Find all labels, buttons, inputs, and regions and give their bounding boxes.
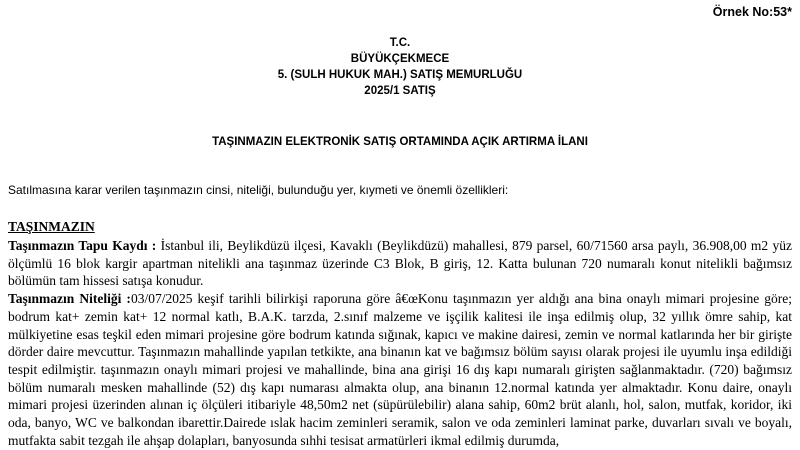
section-body: [8, 237, 792, 449]
nitelik-paragraph: [8, 290, 792, 449]
tapu-label: Taşınmazın Tapu Kaydı :: [8, 238, 157, 253]
tapu-paragraph: [8, 237, 792, 290]
document-title: TAŞINMAZIN ELEKTRONİK SATIŞ ORTAMINDA AÇIK ARTIRMA İLANI: [212, 136, 588, 148]
header-city: BÜYÜKÇEKMECE: [350, 53, 450, 65]
nitelik-label: Taşınmazın Niteliği :: [8, 291, 131, 307]
header-tc: T.C.: [389, 37, 411, 49]
tapu-text: İstanbul ili, Beylikdüzü ilçesi, Kavaklı (Beylikdüzü) mahallesi, 879 parsel, 60/71560 arsa paylı, 36.908,00 m2 yüz ölçümlü 16 blok kargir apartman nitelikli ana taşınmaz üzerinde C3 Blok, B giriş, 12. Katta bulunan 720 numaralı konut nitelikli bağımsız bölümün tam hissesi satışa konudur.: [8, 238, 792, 289]
header-case-number: 2025/1 SATIŞ: [364, 85, 436, 97]
nitelik-text: 03/07/2025 keşif tarihli bilirkişi raporuna göre â€œKonu taşınmazın yer aldığı ana bina onaylı mimari projesine göre; bodrum kat+ zemin kat+ 12 normal katlı, B.A.K. tarzda, 2.sınıf malzeme ve işçilik kalitesi ile inşa edilmiş olup, 32 yıllık ömre sahip, kat mülkiyetine esas teşkil eden mimari projesine göre bodrum katında sığınak, kapıcı ve makine dairesi, zemin ve normal katlarında her bir girişte dörder daire mevcuttur. Taşınmazın mahallinde yapılan tetkikte, ana binanın kat ve bağımsız bölüm sayısı olarak projesi ile uyumlu inşa edildiği tespit edilmiştir. taşınmazın onaylı mimari projesi ve mahallinde, bina ana girişi 16 dış kapı numaralı girişten sağlanmaktadır. (720) bağımsız bölüm numaralı mesken mahallinde (52) dış kapı numarası almakta olup, ana binanın 12.normal katında yer almaktadır. Konu daire, onaylı mimari projesi üzerinden alınan iç ölçüleri itibariyle 48,50m2 net (süpürülebilir) alana sahip, 60m2 brüt alanlı, hol, salon, mutfak, koridor, iki oda, banyo, WC ve balkondan ibarettir.Dairede ıslak hacim zeminleri seramik, salon ve oda zeminleri laminat parke, duvarları sıvalı ve boyalı, mutfakta sabit tezgah ile ahşap dolapları, banyosunda sıhhi tesisat armatürleri ikmal edilmiş durumda,: [8, 291, 793, 448]
intro-text: Satılmasına karar verilen taşınmazın cinsi, niteliği, bulunduğu yer, kıymeti ve önemli özellikleri:: [8, 183, 509, 197]
section-heading: TAŞINMAZIN: [8, 219, 95, 234]
sample-number: Örnek No:53*: [712, 5, 792, 19]
document-header: [0, 35, 800, 99]
header-office: 5. (SULH HUKUK MAH.) SATIŞ MEMURLUĞU: [277, 69, 523, 81]
